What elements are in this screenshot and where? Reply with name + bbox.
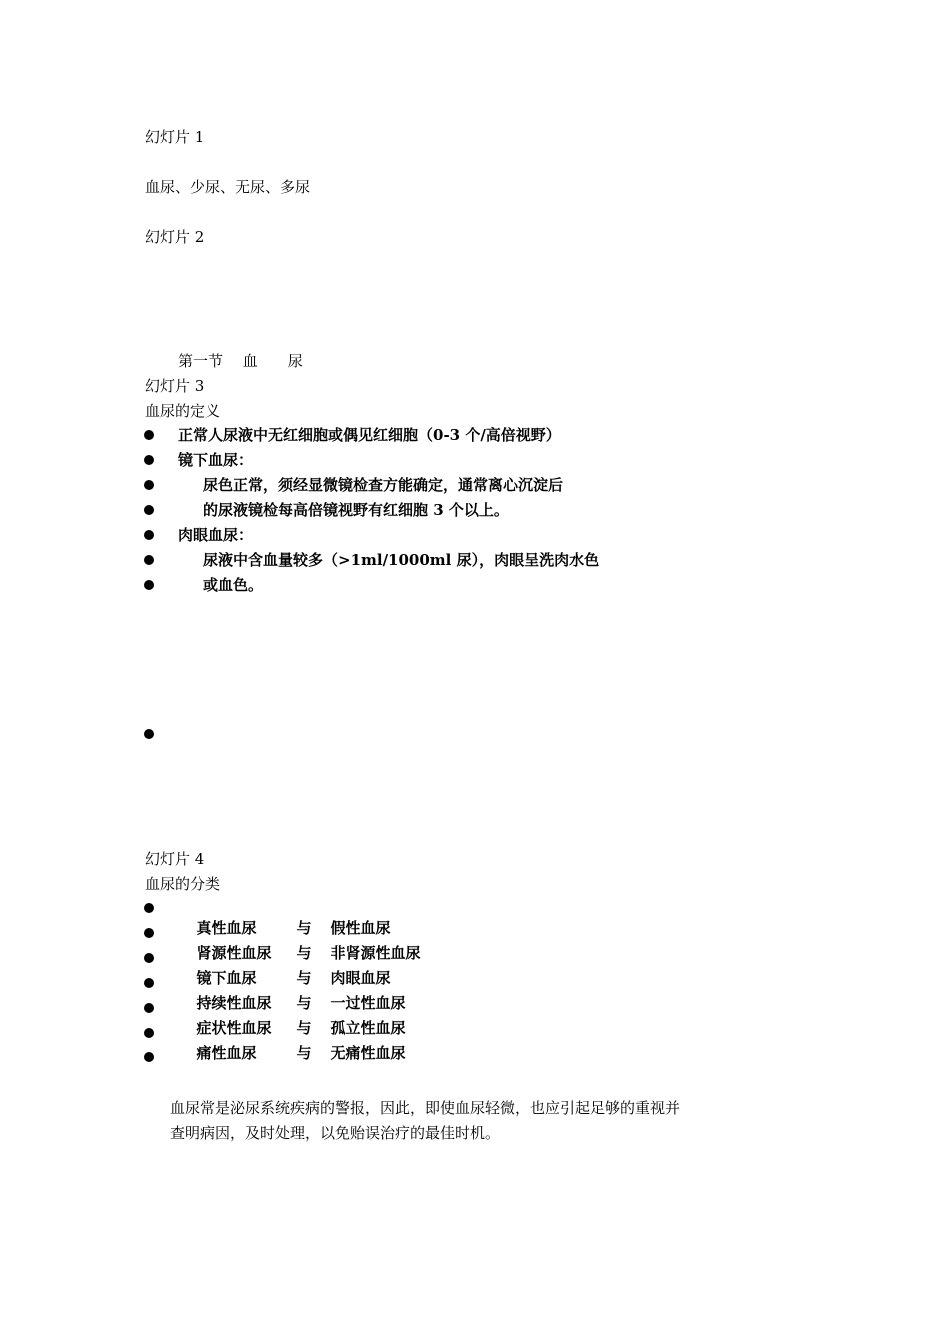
pair-left: 痛性血尿 bbox=[196, 1044, 257, 1062]
bullet-icon bbox=[144, 480, 154, 490]
bullet-icon bbox=[144, 928, 154, 938]
pair-right: 肉眼血尿 bbox=[330, 969, 391, 987]
bullet-icon bbox=[144, 530, 154, 540]
bullet-icon bbox=[144, 505, 154, 515]
pair-left: 肾源性血尿 bbox=[196, 944, 272, 962]
bullet-icon bbox=[144, 455, 154, 465]
bullet-icon bbox=[144, 555, 154, 565]
definition-item: 或血色。 bbox=[203, 576, 264, 594]
pair-right: 假性血尿 bbox=[330, 919, 391, 937]
pair-connector: 与 bbox=[296, 994, 312, 1012]
summary-paragraph: 血尿常是泌尿系统疾病的警报，因此，即使血尿轻微，也应引起足够的重视并查明病因，及时处理，以免贻误治疗的最佳时机。 bbox=[170, 1099, 681, 1142]
section-title: 第一节 血 尿 bbox=[178, 352, 303, 370]
pair-left: 真性血尿 bbox=[196, 919, 257, 937]
pair-connector: 与 bbox=[296, 1019, 312, 1037]
bullet-icon bbox=[144, 903, 154, 913]
definition-item: 尿液中含血量较多（>1ml/1000ml 尿），肉眼呈洗肉水色 bbox=[203, 551, 600, 569]
bullet-icon bbox=[144, 1052, 154, 1062]
pair-connector: 与 bbox=[296, 1044, 312, 1062]
definition-item: 肉眼血尿： bbox=[178, 526, 254, 544]
pair-right: 无痛性血尿 bbox=[330, 1044, 406, 1062]
slide-4-label: 幻灯片 4 bbox=[145, 850, 205, 868]
classification-heading: 血尿的分类 bbox=[145, 875, 221, 893]
definition-item: 尿色正常，须经显微镜检查方能确定，通常离心沉淀后 bbox=[203, 476, 564, 494]
pair-left: 症状性血尿 bbox=[196, 1019, 272, 1037]
definition-item: 正常人尿液中无红细胞或偶见红细胞（0-3 个/高倍视野） bbox=[178, 426, 561, 444]
classification-item bbox=[186, 1023, 405, 1063]
bullet-icon bbox=[144, 430, 154, 440]
pair-connector: 与 bbox=[296, 969, 312, 987]
slide-3-label: 幻灯片 3 bbox=[145, 377, 205, 395]
pair-left: 持续性血尿 bbox=[196, 994, 272, 1012]
pair-connector: 与 bbox=[296, 919, 312, 937]
pair-right: 非肾源性血尿 bbox=[330, 944, 421, 962]
pair-right: 孤立性血尿 bbox=[330, 1019, 406, 1037]
slide-1-label: 幻灯片 1 bbox=[145, 128, 205, 146]
bullet-icon bbox=[144, 1003, 154, 1013]
slide-1-title: 血尿、少尿、无尿、多尿 bbox=[145, 178, 311, 196]
pair-right: 一过性血尿 bbox=[330, 994, 406, 1012]
slide-2-label: 幻灯片 2 bbox=[145, 228, 205, 246]
bullet-icon bbox=[144, 580, 154, 590]
definition-item: 镜下血尿： bbox=[178, 451, 254, 469]
bullet-icon bbox=[144, 978, 154, 988]
bullet-icon bbox=[144, 729, 154, 739]
bullet-icon bbox=[144, 953, 154, 963]
definition-item: 的尿液镜检每高倍镜视野有红细胞 3 个以上。 bbox=[203, 501, 509, 519]
definition-heading: 血尿的定义 bbox=[145, 402, 221, 420]
pair-left: 镜下血尿 bbox=[196, 969, 257, 987]
bullet-icon bbox=[144, 1028, 154, 1038]
pair-connector: 与 bbox=[296, 944, 312, 962]
